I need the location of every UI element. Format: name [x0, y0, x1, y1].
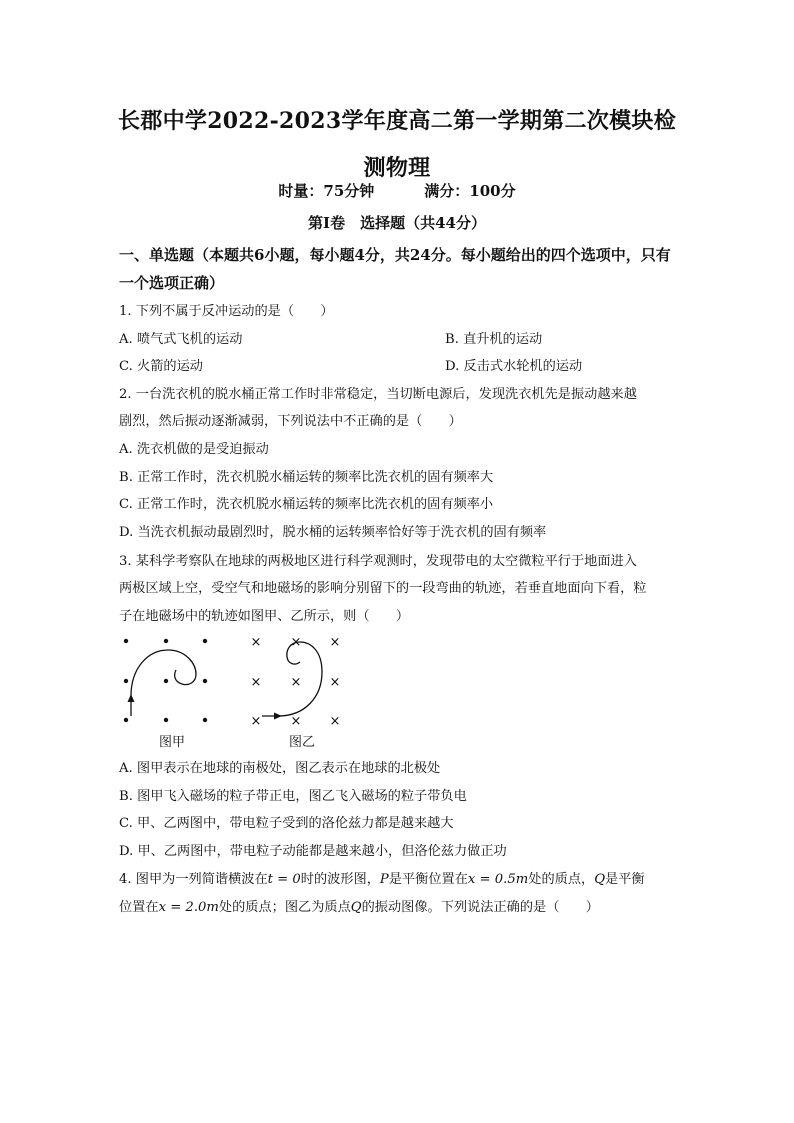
q4-stem-line2: 位置在x = 2.0m处的质点；图乙为质点Q的振动图像。下列说法正确的是（ ）: [119, 900, 599, 915]
exam-title: 长郡中学2022-2023学年度高二第一学期第二次模块检测物理: [118, 108, 676, 181]
q1-option-a: A. 喷气式飞机的运动: [119, 332, 243, 347]
svg-text:×: ×: [250, 675, 262, 690]
q1-option-c: C. 火箭的运动: [119, 359, 203, 374]
q2-option-c: C. 正常工作时，洗衣机脱水桶运转的频率比洗衣机的固有频率小: [119, 497, 494, 512]
svg-text:×: ×: [290, 714, 302, 729]
q3-stem-line1: 3. 某科学考察队在地球的两极地区进行科学观测时，发现带电的太空微粒平行于地面进入: [119, 554, 637, 569]
section-heading: 一、单选题（本题共6小题，每小题4分，共24分。每小题给出的四个选项中，只有一个选项正确）: [119, 246, 671, 292]
q2-option-d: D. 当洗衣机振动最剧烈时，脱水桶的运转频率恰好等于洗衣机的固有频率: [119, 525, 547, 540]
svg-text:×: ×: [290, 635, 302, 650]
q2-option-b: B. 正常工作时，洗衣机脱水桶运转的频率比洗衣机的固有频率大: [119, 470, 494, 485]
exam-score: 满分：100分: [424, 182, 516, 200]
q3-option-c: C. 甲、乙两图中，带电粒子受到的洛伦兹力都是越来越大: [119, 816, 454, 831]
q3-figures: [110, 630, 360, 755]
volume-heading: 第Ⅰ卷 选择题（共44分）: [308, 214, 486, 232]
q2-stem-line2: 剧烈，然后振动逐渐减弱，下列说法中不正确的是（ ）: [119, 414, 462, 429]
q1-option-d: D. 反击式水轮机的运动: [445, 359, 583, 374]
q3-stem-line3: 子在地磁场中的轨迹如图甲、乙所示，则（ ）: [119, 609, 410, 624]
q3-stem-line2: 两极区域上空，受空气和地磁场的影响分别留下的一段弯曲的轨迹，若垂直地面向下看，粒: [119, 581, 647, 596]
fig2-arrowhead: [274, 713, 282, 720]
svg-text:×: ×: [250, 714, 262, 729]
q4-point-p: P: [379, 872, 389, 887]
q2-option-a: A. 洗衣机做的是受迫振动: [119, 442, 269, 457]
svg-text:×: ×: [329, 714, 341, 729]
exam-time: 时量：75分钟: [278, 182, 375, 200]
fig2-field-crosses: [251, 635, 341, 729]
q1-stem: 1. 下列不属于反冲运动的是（ ）: [119, 304, 334, 319]
q4-point-q-2: Q: [350, 900, 362, 915]
fig1-arrowhead: [128, 694, 135, 702]
q4-point-q: Q: [594, 872, 606, 887]
q2-stem-line1: 2. 一台洗衣机的脱水桶正常工作时非常稳定，当切断电源后，发现洗衣机先是振动越来越: [119, 387, 637, 402]
q3-option-a: A. 图甲表示在地球的南极处，图乙表示在地球的北极处: [119, 761, 441, 776]
q1-option-b: B. 直升机的运动: [445, 332, 543, 347]
q4-stem-line1: 4. 图甲为一列简谐横波在t = 0时的波形图，P是平衡位置在x = 0.5m处的质点，Q是平衡: [119, 872, 645, 887]
q4-time-eq: t = 0: [267, 872, 301, 887]
svg-text:×: ×: [329, 675, 341, 690]
q4-x1: x = 0.5m: [467, 872, 529, 887]
svg-text:×: ×: [329, 635, 341, 650]
q4-x2: x = 2.0m: [158, 900, 219, 915]
svg-text:×: ×: [250, 635, 262, 650]
exam-meta: [0, 180, 794, 201]
fig1-label: 图甲: [158, 735, 186, 750]
q3-option-d: D. 甲、乙两图中，带电粒子动能都是越来越小，但洛伦兹力做正功: [119, 844, 507, 859]
fig2-label: 图乙: [288, 735, 316, 750]
svg-text:×: ×: [290, 675, 302, 690]
q3-option-b: B. 图甲飞入磁场的粒子带正电，图乙飞入磁场的粒子带负电: [119, 789, 467, 804]
fig1-trajectory: [131, 650, 196, 716]
